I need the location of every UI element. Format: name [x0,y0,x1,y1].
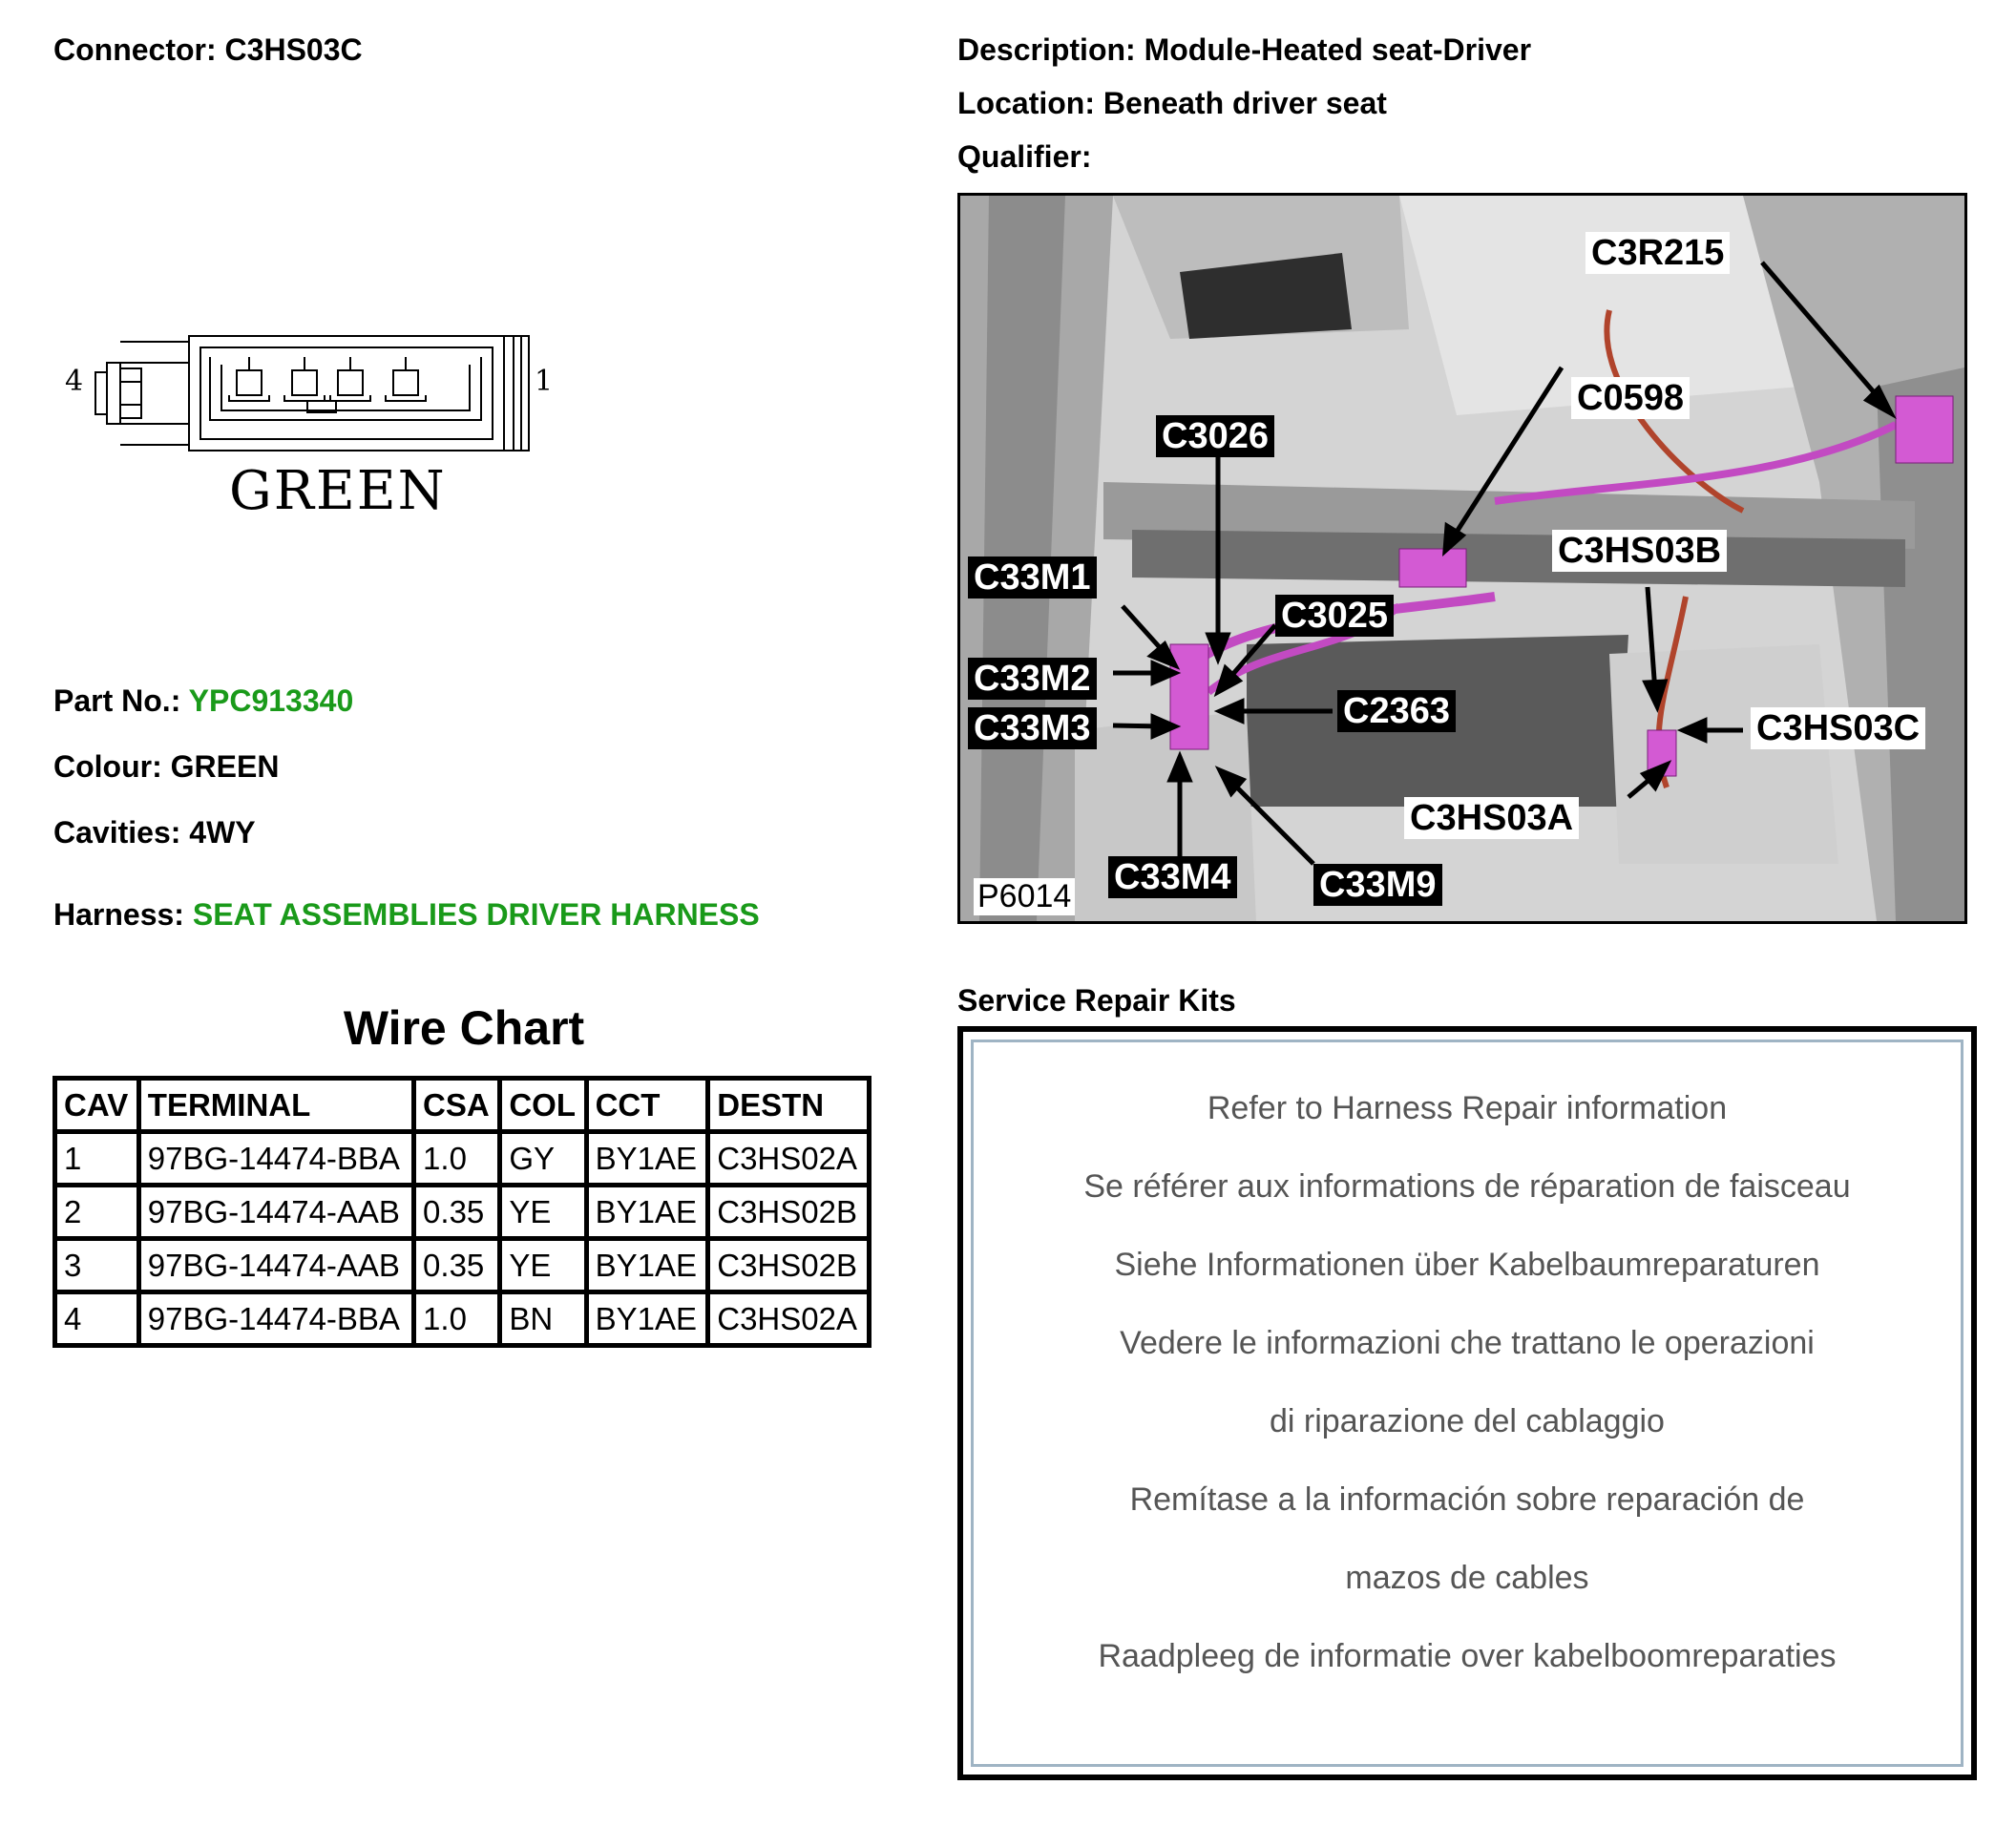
cell-col: YE [500,1186,586,1239]
location-field: Location: Beneath driver seat [957,86,1387,120]
srk-line: mazos de cables [1345,1560,1589,1596]
cavities-value: 4WY [189,815,256,850]
cell-cct: BY1AE [586,1186,708,1239]
connector-id: C3HS03C [224,32,363,67]
callout-c33m9: C33M9 [1313,864,1442,906]
callout-c33m4: C33M4 [1108,856,1237,898]
cell-csa: 0.35 [414,1239,500,1292]
header-col: COL [500,1079,586,1132]
srk-line: Raadpleeg de informatie over kabelboomreparaties [1098,1638,1837,1674]
description-field: Description: Module-Heated seat-Driver [957,32,1532,67]
srk-line: Remítase a la información sobre reparación de [1129,1481,1805,1518]
srk-line: di riparazione del cablaggio [1270,1403,1665,1439]
colour-value: GREEN [170,749,280,784]
colour-field: Colour: GREEN [53,749,280,784]
header-destn: DESTN [708,1079,870,1132]
location-value: Beneath driver seat [1102,86,1387,120]
callout-c3hs03a: C3HS03A [1404,797,1579,839]
table-row [55,1186,870,1239]
cell-terminal: 97BG-14474-AAB [138,1186,413,1239]
callout-c3hs03c: C3HS03C [1751,707,1925,749]
cell-destn: C3HS02A [708,1292,870,1346]
callout-c3025: C3025 [1275,595,1394,637]
connector-field: Connector: C3HS03C [53,32,363,67]
connector-color-label: GREEN [229,460,447,522]
cell-col: BN [500,1292,586,1346]
callout-c0598: C0598 [1571,377,1690,419]
cell-terminal: 97BG-14474-BBA [138,1132,413,1186]
service-repair-kits-title: Service Repair Kits [957,983,1236,1018]
callout-c33m3: C33M3 [968,707,1097,749]
cell-cct: BY1AE [586,1239,708,1292]
header-cav: CAV [55,1079,139,1132]
harness-field: Harness: SEAT ASSEMBLIES DRIVER HARNESS [53,897,760,932]
photo-reference: P6014 [974,878,1075,915]
cell-cav: 1 [55,1132,139,1186]
cell-terminal: 97BG-14474-BBA [138,1292,413,1346]
harness-link[interactable]: SEAT ASSEMBLIES DRIVER HARNESS [192,897,760,932]
srk-line: Vedere le informazioni che trattano le operazioni [1120,1325,1815,1361]
srk-line: Siehe Informationen über Kabelbaumreparaturen [1114,1247,1820,1283]
cell-cct: BY1AE [586,1292,708,1346]
table-row [55,1239,870,1292]
srk-line: Refer to Harness Repair information [1207,1090,1728,1126]
wire-chart-table [52,1076,872,1348]
table-header-row [55,1079,870,1132]
description-value: Module-Heated seat-Driver [1144,32,1532,67]
cell-cav: 3 [55,1239,139,1292]
connector-location-image [957,193,1967,924]
cell-csa: 1.0 [414,1292,500,1346]
cell-col: GY [500,1132,586,1186]
header-cct: CCT [586,1079,708,1132]
qualifier-field: Qualifier: [957,139,1092,174]
callout-c33m1: C33M1 [968,556,1097,598]
table-row [55,1292,870,1346]
cell-csa: 0.35 [414,1186,500,1239]
wire-chart-title: Wire Chart [343,1001,585,1055]
cavities-field: Cavities: 4WY [53,815,256,850]
connector-outline-icon [57,315,554,458]
header-terminal: TERMINAL [138,1079,413,1132]
cell-cav: 4 [55,1292,139,1346]
cell-destn: C3HS02A [708,1132,870,1186]
cell-col: YE [500,1239,586,1292]
callout-c2363: C2363 [1337,690,1456,732]
cell-cct: BY1AE [586,1132,708,1186]
cell-destn: C3HS02B [708,1186,870,1239]
callout-c33m2: C33M2 [968,658,1097,700]
service-repair-kits-box [957,1026,1977,1780]
part-no-link[interactable]: YPC913340 [188,683,354,718]
cell-terminal: 97BG-14474-AAB [138,1239,413,1292]
srk-line: Se référer aux informations de réparation de faisceau [1083,1168,1851,1205]
service-repair-kits-inner [971,1040,1964,1767]
pin-number-left: 4 [65,365,84,398]
pin-number-right: 1 [535,365,554,398]
callout-c3r215: C3R215 [1586,232,1730,274]
cell-csa: 1.0 [414,1132,500,1186]
part-no-field: Part No.: YPC913340 [53,683,354,718]
callout-c3026: C3026 [1156,415,1274,457]
table-row [55,1132,870,1186]
cell-cav: 2 [55,1186,139,1239]
cell-destn: C3HS02B [708,1239,870,1292]
callout-c3hs03b: C3HS03B [1552,530,1727,572]
header-csa: CSA [414,1079,500,1132]
